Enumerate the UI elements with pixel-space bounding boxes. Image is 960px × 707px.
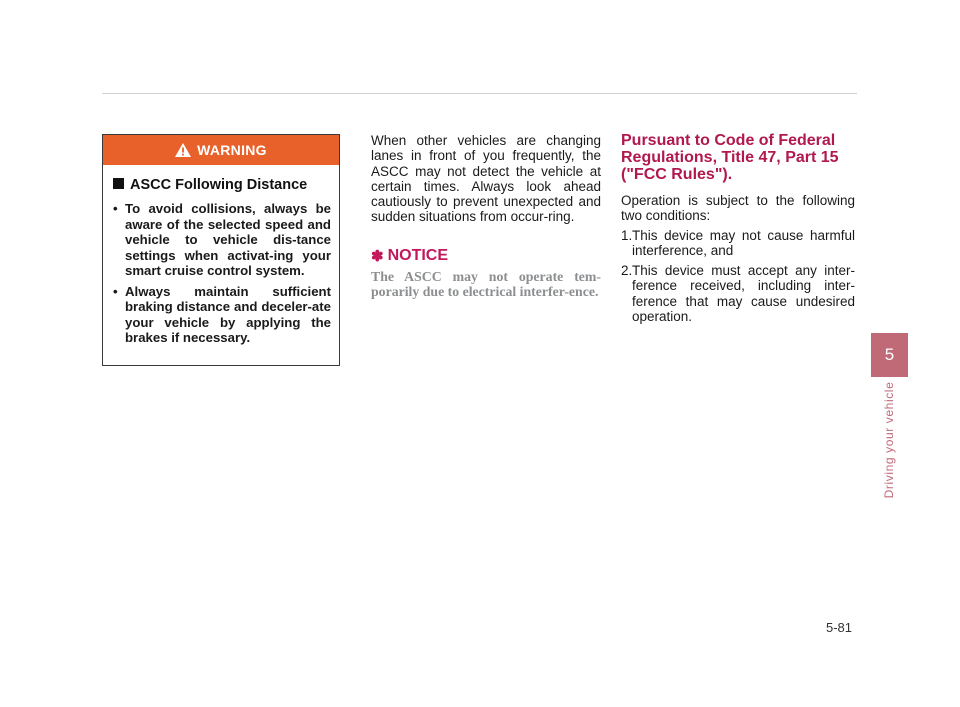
ascc-paragraph: When other vehicles are changing lanes in front of you frequently, the ASCC may not detect the vehicle at certain times. Always look ahead cautiously to prevent unexpected and sudden situations from occur-ring. (371, 133, 601, 225)
condition-item: 2. This device must accept any inter-ference received, including inter-ference that may cause undesired operation. (621, 263, 855, 325)
condition-item: 1. This device may not cause harmful interference, and (621, 227, 855, 258)
notice-heading: ✽ NOTICE (371, 246, 449, 265)
notice-text: The ASCC may not operate tem-porarily due to electrical interfer-ence. (371, 268, 601, 300)
fcc-intro: Operation is subject to the following two conditions: (621, 193, 855, 224)
warning-item: • To avoid collisions, always be aware of the selected speed and vehicle to vehicle dis-tance settings when activat-ing your smart cruise control system. (113, 201, 331, 278)
chapter-tab: 5 (871, 333, 908, 377)
right-column (621, 132, 855, 329)
page-number: 5-81 (826, 620, 853, 635)
warning-header (103, 135, 339, 165)
fcc-heading: Pursuant to Code of Federal Regulations, Title 47, Part 15 ("FCC Rules"). (621, 132, 839, 183)
chapter-label: Driving your vehicle (882, 381, 896, 499)
warning-label: WARNING (197, 142, 267, 158)
warning-box (102, 134, 340, 366)
warning-title: ASCC Following Distance (113, 177, 329, 193)
warning-item: • Always maintain sufficient braking distance and deceler-ate your vehicle by applying the brakes if necessary. (113, 283, 331, 345)
warning-icon (175, 143, 191, 157)
top-divider (102, 93, 857, 94)
square-bullet-icon (113, 178, 124, 189)
middle-column (371, 133, 601, 300)
warning-list (113, 201, 331, 346)
notice-star-icon: ✽ (371, 247, 384, 265)
fcc-conditions (621, 228, 855, 325)
